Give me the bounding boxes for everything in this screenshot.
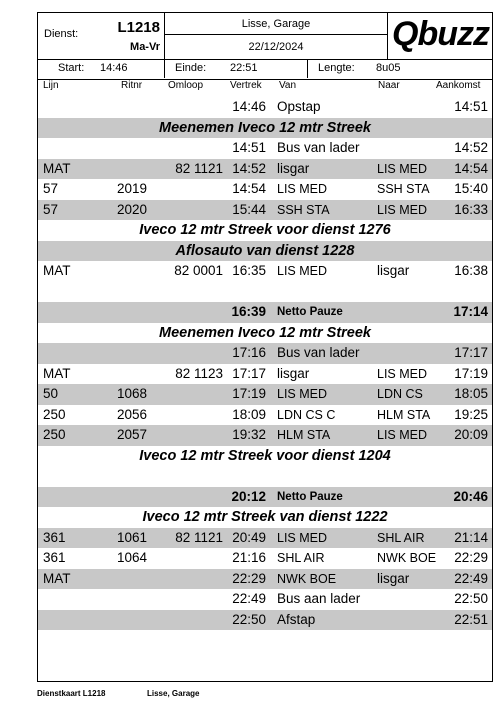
trip-row (38, 548, 492, 569)
start-cell (38, 59, 165, 78)
cell-ritnr: 1068 (117, 386, 148, 401)
cell-aankomst: 21:14 (454, 529, 488, 545)
section-title-row (38, 241, 492, 262)
cell-vertrek: 21:16 (232, 550, 266, 565)
cell-vertrek: 17:19 (232, 386, 266, 401)
cell-aankomst: 22:51 (454, 611, 488, 627)
cell-van: LDN CS C (277, 407, 336, 422)
spacer-row (38, 466, 492, 487)
section-title: Iveco 12 mtr Streek voor dienst 1204 (139, 447, 391, 464)
dienst-cell (38, 13, 165, 59)
cell-lijn: MAT (43, 570, 71, 586)
trip-row (38, 97, 492, 118)
cell-ritnr: 1061 (117, 529, 148, 545)
cell-van: Opstap (277, 99, 321, 114)
cell-vertrek: 15:44 (232, 201, 266, 217)
cell-aankomst: 22:49 (454, 570, 488, 586)
cell-van: LIS MED (277, 530, 328, 545)
pause-label: Netto Pauze (277, 490, 343, 503)
cell-vertrek: 20:49 (232, 529, 266, 545)
col-omloop: Omloop (168, 80, 204, 91)
cell-naar: LIS MED (377, 202, 428, 217)
cell-vertrek: 14:54 (232, 181, 266, 196)
einde-cell (165, 59, 308, 78)
cell-van: lisgar (277, 365, 310, 381)
section-title-row (38, 220, 492, 241)
cell-van: HLM STA (277, 428, 331, 442)
col-aankomst: Aankomst (436, 80, 481, 91)
cell-naar: LIS MED (377, 161, 428, 176)
trip-row (38, 528, 492, 549)
section-title: Meenemen Iveco 12 mtr Streek (159, 324, 371, 341)
cell-ritnr: 2020 (117, 201, 148, 217)
cell-naar: NWK BOE (377, 551, 437, 565)
pause-row (38, 487, 492, 508)
cell-vertrek: 22:50 (232, 611, 266, 627)
cell-naar: lisgar (377, 570, 410, 586)
dienst-label: Dienst: (44, 28, 79, 40)
col-van: Van (279, 80, 297, 91)
cell-vertrek: 17:16 (232, 345, 266, 360)
cell-omloop: 82 0001 (174, 263, 223, 278)
dienst-days: Ma-Vr (130, 41, 160, 53)
trip-row (38, 589, 492, 610)
cell-naar: SSH STA (377, 182, 430, 196)
cell-omloop: 82 1121 (175, 529, 223, 545)
cell-aankomst: 17:17 (454, 345, 488, 360)
dienst-number: L1218 (117, 19, 160, 36)
trip-row (38, 569, 492, 590)
cell-vertrek: 22:49 (232, 591, 266, 606)
footer-dienstkaart: Dienstkaart L1218 (37, 689, 106, 698)
footer-location: Lisse, Garage (147, 689, 200, 698)
trip-row (38, 610, 492, 631)
section-title-row (38, 446, 492, 467)
lengte-label: Lengte: (318, 62, 355, 74)
cell-naar: HLM STA (377, 407, 431, 422)
cell-vertrek: 14:46 (232, 99, 266, 114)
cell-omloop: 82 1121 (175, 160, 223, 176)
cell-lijn: MAT (43, 365, 71, 381)
section-title: Iveco 12 mtr Streek voor dienst 1276 (139, 222, 391, 238)
cell-vertrek: 14:52 (232, 160, 266, 176)
lengte-cell (308, 59, 492, 78)
pause-end: 20:46 (453, 488, 488, 504)
col-ritnr: Ritnr (121, 80, 143, 91)
cell-lijn: MAT (43, 160, 71, 176)
cell-aankomst: 17:19 (454, 365, 488, 381)
cell-aankomst: 14:52 (454, 140, 488, 155)
cell-aankomst: 22:50 (454, 591, 488, 606)
cell-aankomst: 20:09 (454, 427, 488, 442)
cell-aankomst: 15:40 (454, 181, 488, 196)
header (38, 13, 492, 60)
trip-row (38, 384, 492, 405)
cell-van: NWK BOE (277, 571, 337, 586)
dienstkaart-frame (37, 12, 493, 682)
col-vertrek: Vertrek (230, 80, 262, 91)
cell-van: Bus van lader (277, 140, 360, 155)
cell-aankomst: 19:25 (454, 406, 488, 422)
cell-vertrek: 22:29 (232, 570, 266, 586)
times-bar (38, 59, 492, 80)
cell-lijn: 361 (43, 550, 66, 565)
cell-naar: LIS MED (377, 366, 428, 381)
logo-cell (388, 13, 492, 59)
lengte-value: 8u05 (376, 62, 401, 74)
cell-van: LIS MED (277, 387, 328, 401)
cell-van: SSH STA (277, 202, 330, 217)
cell-ritnr: 2019 (117, 181, 148, 196)
trip-row (38, 343, 492, 364)
cell-ritnr: 1064 (117, 550, 148, 565)
cell-vertrek: 17:17 (232, 365, 266, 381)
section-title: Meenemen Iveco 12 mtr Streek (159, 119, 371, 136)
cell-lijn: 250 (43, 406, 66, 422)
cell-van: lisgar (277, 160, 310, 176)
cell-aankomst: 16:33 (454, 201, 488, 217)
cell-vertrek: 14:51 (232, 140, 266, 155)
location: Lisse, Garage (165, 13, 387, 35)
section-title-row (38, 323, 492, 344)
trip-row (38, 200, 492, 221)
spacer-row (38, 282, 492, 303)
col-naar: Naar (378, 80, 400, 91)
cell-vertrek: 18:09 (232, 406, 266, 422)
section-title: Aflosauto van dienst 1228 (175, 242, 355, 259)
cell-aankomst: 14:54 (454, 160, 488, 176)
trip-row (38, 159, 492, 180)
cell-ritnr: 2056 (117, 406, 148, 422)
cell-naar: lisgar (377, 263, 410, 278)
start-value: 14:46 (100, 62, 128, 74)
einde-label: Einde: (175, 62, 207, 74)
cell-vertrek: 19:32 (232, 427, 266, 442)
cell-lijn: 250 (43, 427, 66, 442)
cell-omloop: 82 1123 (175, 365, 223, 381)
trip-row (38, 425, 492, 446)
col-lijn: Lijn (43, 80, 59, 91)
schedule-rows (38, 97, 492, 630)
cell-lijn: 57 (43, 201, 59, 217)
section-title-row (38, 118, 492, 139)
start-label: Start: (58, 62, 85, 74)
cell-aankomst: 22:29 (454, 550, 488, 565)
pause-end: 17:14 (453, 304, 488, 319)
trip-row (38, 364, 492, 385)
column-headers (38, 80, 492, 92)
date: 22/12/2024 (248, 41, 304, 53)
trip-row (38, 138, 492, 159)
cell-naar: SHL AIR (377, 530, 425, 545)
cell-van: SHL AIR (277, 551, 325, 565)
section-title: Iveco 12 mtr Streek van dienst 1222 (142, 509, 388, 525)
cell-lijn: 50 (43, 386, 59, 401)
trip-row (38, 405, 492, 426)
cell-aankomst: 16:38 (454, 263, 488, 278)
pause-start: 16:39 (231, 304, 266, 319)
cell-vertrek: 16:35 (232, 263, 266, 278)
cell-van: LIS MED (277, 182, 328, 196)
section-title-row (38, 507, 492, 528)
cell-ritnr: 2057 (117, 427, 148, 442)
trip-row (38, 179, 492, 200)
cell-van: Afstap (277, 611, 316, 627)
cell-van: Bus aan lader (277, 591, 361, 606)
cell-naar: LIS MED (377, 428, 428, 442)
qbuzz-logo: Qbuzz (392, 15, 489, 53)
cell-van: LIS MED (277, 264, 328, 278)
cell-aankomst: 18:05 (454, 386, 488, 401)
location-date-cell (165, 13, 388, 59)
einde-value: 22:51 (230, 62, 258, 74)
pause-row (38, 302, 492, 323)
cell-lijn: 57 (43, 181, 59, 196)
cell-lijn: 361 (43, 529, 66, 545)
cell-lijn: MAT (43, 263, 71, 278)
pause-start: 20:12 (231, 488, 266, 504)
trip-row (38, 261, 492, 282)
cell-naar: LDN CS (377, 387, 423, 401)
pause-label: Netto Pauze (277, 306, 343, 318)
cell-aankomst: 14:51 (454, 99, 488, 114)
cell-van: Bus van lader (277, 345, 360, 360)
